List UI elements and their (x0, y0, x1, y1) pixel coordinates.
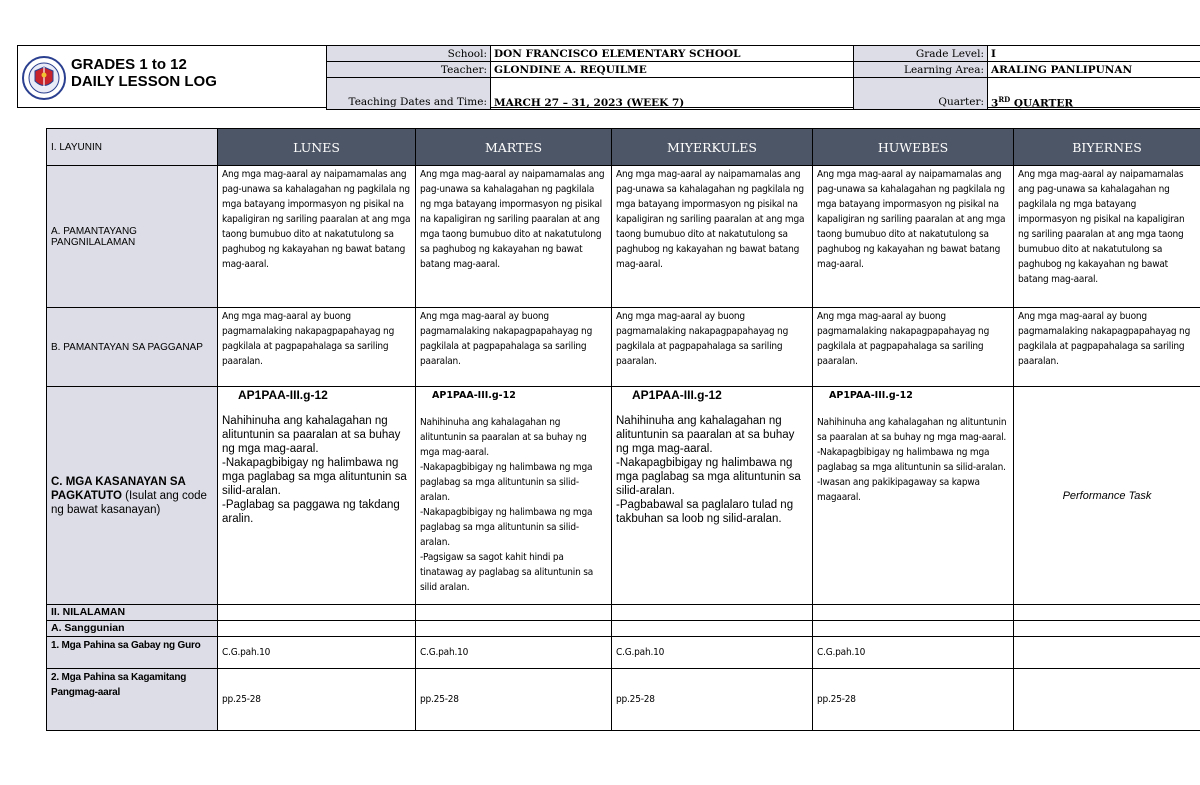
day-header-biyernes: BIYERNES (1014, 129, 1200, 166)
quarter-value (988, 78, 1200, 110)
cell-ii-martes (416, 605, 612, 621)
cell-gabay-huwebes: C.G.pah.10 (813, 637, 1014, 669)
cell-a-martes: Ang mga mag-aaral ay naipamamalas ang pag-unawa sa kahalagahan ng pagkilala ng mga batayang impormasyon ng pisikal na kapaligiran ng sariling paaralan at ang mga taong bumubuo dito at nakatutulong sa paghubog ng kakayahan ng bawat batang mag-aaral. (416, 166, 612, 308)
cell-s-huwebes (813, 621, 1014, 637)
cell-c-miyerkules (612, 387, 813, 605)
page-title (71, 56, 217, 90)
layunin-header: I. LAYUNIN (47, 129, 218, 166)
cell-b-huwebes: Ang mga mag-aaral ay buong pagmamalaking nakapagpapahayag ng pagkilala at pagpapahalaga sa sariling paaralan. (813, 308, 1014, 387)
school-label: School: (327, 46, 491, 62)
kasanayan-label-rest: (Isulat ang code ng bawat kasanayan) (51, 489, 207, 516)
learning-area-value: ARALING PANLIPUNAN (988, 62, 1200, 78)
cell-gabay-miyerkules: C.G.pah.10 (612, 637, 813, 669)
cell-s-martes (416, 621, 612, 637)
competency-text-huwebes: Nahihinuha ang kahalagahan ng alituntunin sa paaralan at sa buhay ng mga mag-aaral. -Nakapagbibigay ng halimbawa ng mga paglabag sa mga alituntunin sa silid-aralan. -Iwasan ang pakikipagaway sa kapwa magaaral. (817, 417, 1007, 503)
teacher-value: GLONDINE A. REQUILME (491, 62, 854, 78)
day-header-miyerkules: MIYERKULES (612, 129, 813, 166)
teaching-dates-value: MARCH 27 – 31, 2023 (WEEK 7) (491, 78, 854, 110)
title-line-1: GRADES 1 to 12 (71, 56, 187, 73)
lesson-log-table (46, 128, 1200, 731)
row-label-sanggunian: A. Sanggunian (47, 621, 218, 637)
quarter-number: 3 (991, 97, 999, 109)
cell-c-lunes (218, 387, 416, 605)
cell-b-martes: Ang mga mag-aaral ay buong pagmamalaking nakapagpapahayag ng pagkilala at pagpapahalaga sa sariling paaralan. (416, 308, 612, 387)
cell-ii-lunes (218, 605, 416, 621)
deped-seal-logo (22, 50, 66, 107)
title-line-2: DAILY LESSON LOG (71, 73, 217, 90)
row-label-pamantayang-pangnilalaman: A. PAMANTAYANG PANGNILALAMAN (47, 166, 218, 308)
competency-code-huwebes: AP1PAA-III.g-12 (829, 390, 913, 401)
kasanayan-label-bold: C. MGA KASANAYAN SA PAGKATUTO (51, 475, 186, 502)
cell-kagamitan-martes: pp.25-28 (416, 669, 612, 731)
cell-kagamitan-lunes: pp.25-28 (218, 669, 416, 731)
cell-c-huwebes (813, 387, 1014, 605)
cell-gabay-biyernes (1014, 637, 1200, 669)
row-label-nilalaman: II. NILALAMAN (47, 605, 218, 621)
day-header-martes: MARTES (416, 129, 612, 166)
competency-code-lunes: AP1PAA-III.g-12 (238, 388, 328, 402)
cell-gabay-martes: C.G.pah.10 (416, 637, 612, 669)
teacher-label: Teacher: (327, 62, 491, 78)
school-value: DON FRANCISCO ELEMENTARY SCHOOL (491, 46, 854, 62)
competency-code-miyerkules: AP1PAA-III.g-12 (632, 388, 722, 402)
cell-a-biyernes: Ang mga mag-aaral ay naipamamalas ang pag-unawa sa kahalagahan ng pagkilala ng mga batayang impormasyon ng pisikal na kapaligiran ng sariling paaralan at ang mga taong bumubuo dito at nakatutulong sa paghubog ng kakayahan ng bawat batang mag-aaral. (1014, 166, 1200, 308)
learning-area-label: Learning Area: (854, 62, 988, 78)
cell-a-lunes: Ang mga mag-aaral ay naipamamalas ang pag-unawa sa kahalagahan ng pagkilala ng mga batayang impormasyon ng pisikal na kapaligiran ng sariling paaralan at ang mga taong bumubuo dito at nakatutulong sa paghubog ng kakayahan ng bawat batang mag-aaral. (218, 166, 416, 308)
competency-text-lunes: Nahihinuha ang kahalagahan ng alituntunin sa paaralan at sa buhay ng mga mag-aaral. -Nakapagbibigay ng halimbawa ng mga paglabag sa mga alituntunin sa silid-aralan. -Paglabag sa paggawa ng takdang aralin. (222, 415, 407, 525)
cell-kagamitan-huwebes: pp.25-28 (813, 669, 1014, 731)
cell-s-lunes (218, 621, 416, 637)
competency-text-martes: Nahihinuha ang kahalagahan ng alituntunin sa paaralan at sa buhay ng mga mag-aaral. -Nakapagbibigay ng halimbawa ng mga paglabag sa mga alituntunin sa silid-aralan. -Nakapagbibigay ng halimbawa ng mga paglabag sa mga alituntunin sa silid-aralan. -Pagsigaw sa sagot kahit hindi pa tinatawag ay paglabag sa alituntunin sa silid aralan. (420, 417, 594, 593)
cell-a-miyerkules: Ang mga mag-aaral ay naipamamalas ang pag-unawa sa kahalagahan ng pagkilala ng mga batayang impormasyon ng pisikal na kapaligiran ng sariling paaralan at ang mga taong bumubuo dito at nakatutulong sa paghubog ng kakayahan ng bawat batang mag-aaral. (612, 166, 813, 308)
cell-kagamitan-biyernes (1014, 669, 1200, 731)
quarter-word: QUARTER (1010, 97, 1074, 109)
grade-level-label: Grade Level: (854, 46, 988, 62)
cell-b-biyernes: Ang mga mag-aaral ay buong pagmamalaking nakapagpapahayag ng pagkilala at pagpapahalaga sa sariling paaralan. (1014, 308, 1200, 387)
cell-c-biyernes-performance-task: Performance Task (1014, 387, 1200, 605)
day-header-huwebes: HUWEBES (813, 129, 1014, 166)
cell-ii-biyernes (1014, 605, 1200, 621)
cell-c-martes (416, 387, 612, 605)
cell-kagamitan-miyerkules: pp.25-28 (612, 669, 813, 731)
competency-text-miyerkules: Nahihinuha ang kahalagahan ng alituntunin sa paaralan at sa buhay ng mga mag-aaral. -Nakapagbibigay ng halimbawa ng mga paglabag sa mga alituntunin sa silid-aralan. -Pagbabawal sa paglalaro tulad ng takbuhan sa loob ng silid-aralan. (616, 415, 801, 525)
teaching-dates-label: Teaching Dates and Time: (327, 78, 491, 110)
quarter-suffix: RD (998, 94, 1011, 104)
row-label-gabay-ng-guro: 1. Mga Pahina sa Gabay ng Guro (47, 637, 218, 669)
cell-b-miyerkules: Ang mga mag-aaral ay buong pagmamalaking nakapagpapahayag ng pagkilala at pagpapahalaga sa sariling paaralan. (612, 308, 813, 387)
row-label-kagamitang-pangmag-aaral: 2. Mga Pahina sa Kagamitang Pangmag-aaral (47, 669, 218, 731)
cell-a-huwebes: Ang mga mag-aaral ay naipamamalas ang pag-unawa sa kahalagahan ng pagkilala ng mga batayang impormasyon ng pisikal na kapaligiran ng sariling paaralan at ang mga taong bumubuo dito at nakatutulong sa paghubog ng kakayahan ng bawat batang mag-aaral. (813, 166, 1014, 308)
cell-ii-huwebes (813, 605, 1014, 621)
row-label-kasanayan (47, 387, 218, 605)
cell-gabay-lunes: C.G.pah.10 (218, 637, 416, 669)
cell-s-biyernes (1014, 621, 1200, 637)
competency-code-martes: AP1PAA-III.g-12 (432, 390, 516, 401)
cell-s-miyerkules (612, 621, 813, 637)
grade-level-value: I (988, 46, 1200, 62)
day-header-lunes: LUNES (218, 129, 416, 166)
header-info-table (326, 45, 1200, 110)
cell-b-lunes: Ang mga mag-aaral ay buong pagmamalaking nakapagpapahayag ng pagkilala at pagpapahalaga sa sariling paaralan. (218, 308, 416, 387)
quarter-label: Quarter: (854, 78, 988, 110)
row-label-pamantayan-sa-pagganap: B. PAMANTAYAN SA PAGGANAP (47, 308, 218, 387)
cell-ii-miyerkules (612, 605, 813, 621)
